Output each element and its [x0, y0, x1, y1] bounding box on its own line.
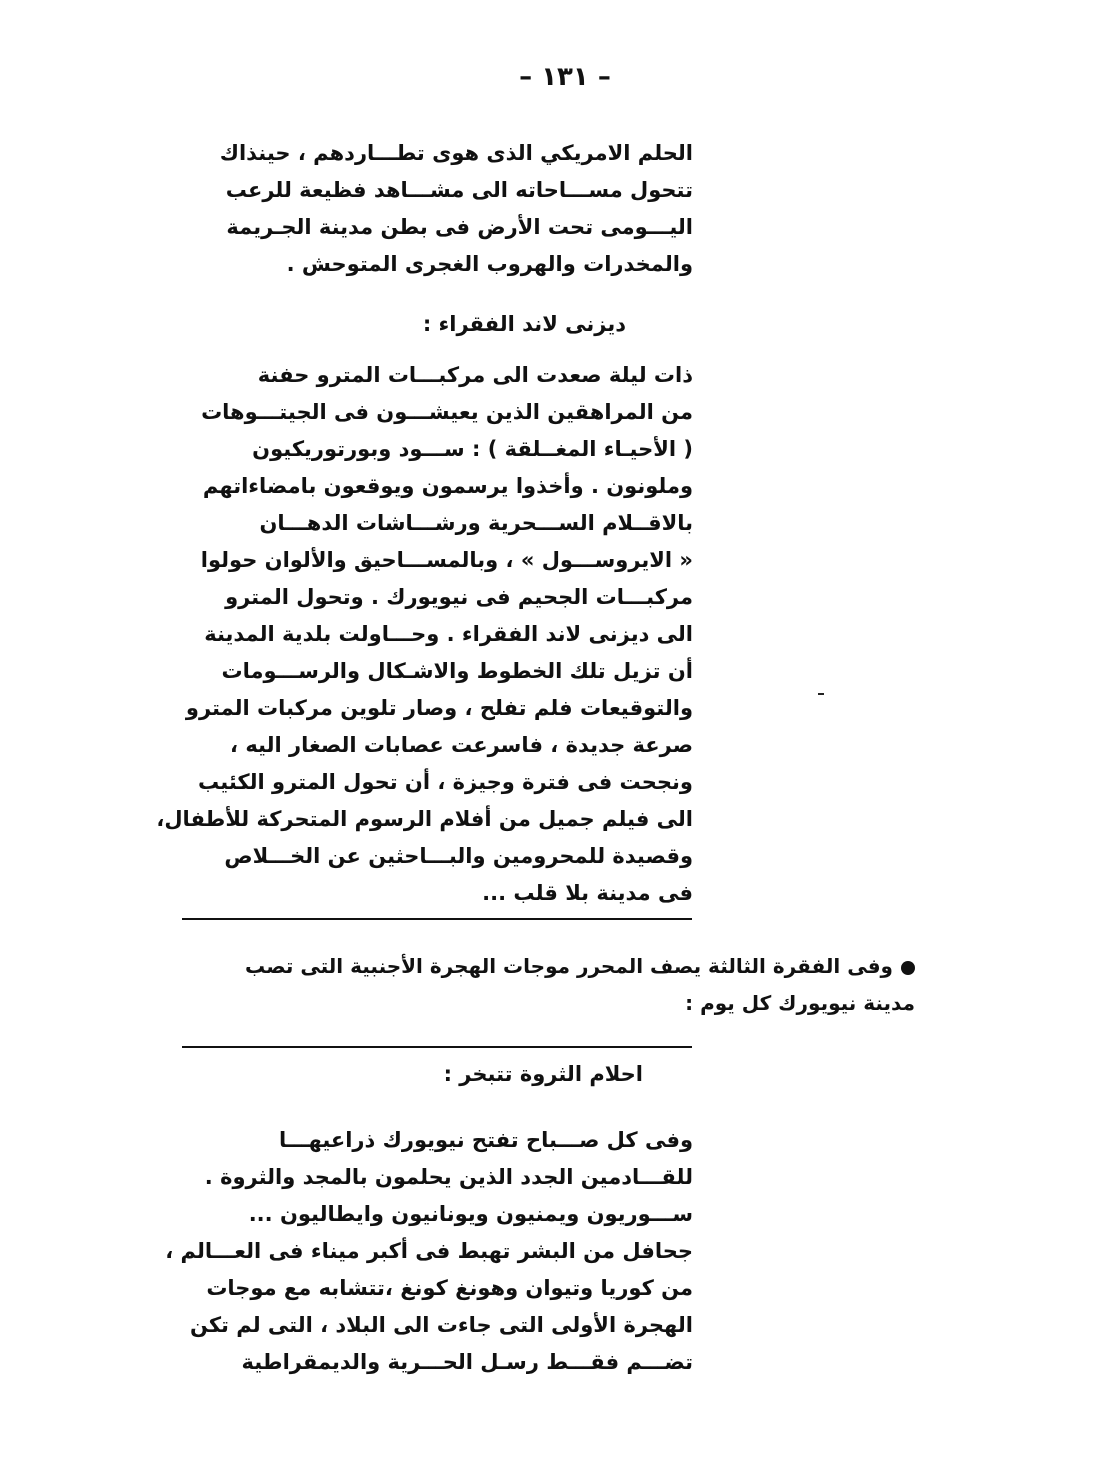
text-line: وفى كل صـــباح تفتح نيويورك ذراعيهـــا: [279, 1128, 693, 1152]
text-line: وقصيدة للمحرومين والبـــاحثين عن الخـــلاص: [224, 844, 693, 868]
section-heading-wealth: احلام الثروة تتبخر :: [443, 1062, 643, 1086]
bullet-icon: [901, 961, 915, 975]
text-line: الى فيلم جميل من أفلام الرسوم المتحركة للأطفال،: [156, 807, 693, 831]
text-line: الى ديزنى لاند الفقراء . وحـــاولت بلدية المدينة: [204, 622, 693, 646]
text-line: وملونون . وأخذوا يرسمون ويوقعون بامضاءاتهم: [202, 474, 693, 498]
divider-top: [182, 918, 692, 920]
divider-bottom: [182, 1046, 692, 1048]
text-line: جحافل من البشر تهبط فى أكبر ميناء فى العـــالم ،: [165, 1239, 693, 1263]
text-line: [180, 948, 915, 985]
note-line: وفى الفقرة الثالثة يصف المحرر موجات الهجرة الأجنبية التى تصب: [245, 954, 893, 978]
text-line: مركبـــات الجحيم فى نيويورك . وتحول المترو: [225, 585, 693, 609]
text-line: ونجحت فى فترة وجيزة ، أن تحول المترو الكئيب: [198, 770, 693, 794]
stray-mark: [818, 693, 824, 695]
text-line: « الايروســـول » ، وبالمســـاحيق والألوان حولوا: [200, 548, 693, 572]
text-line: ذات ليلة صعدت الى مركبـــات المترو حفنة: [257, 363, 693, 387]
text-line: من كوريا وتيوان وهونغ كونغ ،تتشابه مع موجات: [206, 1276, 693, 1300]
text-line: من المراهقين الذين يعيشـــون فى الجيتـــوهات: [201, 400, 693, 424]
text-line: تتحول مســـاحاته الى مشـــاهد فظيعة للرعب: [225, 178, 693, 202]
text-line: تضـــم فقـــط رسـل الحـــرية والديمقراطية: [241, 1350, 693, 1374]
text-line: اليـــومى تحت الأرض فى بطن مدينة الجـريمة: [226, 215, 693, 239]
text-line: مدينة نيويورك كل يوم :: [685, 991, 915, 1015]
intro-paragraph: [178, 135, 693, 283]
text-line: والمخدرات والهروب الغجرى المتوحش .: [286, 252, 693, 276]
text-line: للقـــادمين الجدد الذين يحلمون بالمجد والثروة .: [204, 1165, 693, 1189]
text-line: ( الأحيـاء المغــلقة ) : ســـود وبورتوريكيون: [252, 437, 693, 461]
text-line: أن تزيل تلك الخطوط والاشـكال والرســـومات: [221, 659, 693, 683]
text-line: الحلم الامريكي الذى هوى تطـــاردهم ، حينذاك: [219, 141, 693, 165]
editor-note: [180, 948, 915, 1022]
page-number: – ١٣١ –: [519, 62, 611, 92]
section-body-wealth: [165, 1122, 693, 1381]
text-line: بالاقــلام الســـحرية ورشـــاشات الدهـــان: [259, 511, 693, 535]
text-line: والتوقيعات فلم تفلح ، وصار تلوين مركبات المترو: [185, 696, 693, 720]
text-line: فى مدينة بلا قلب ...: [482, 881, 693, 905]
section-heading-disneyland: ديزنى لاند الفقراء :: [422, 312, 626, 336]
text-line: ســـوريون ويمنيون ويونانيون وايطاليون ...: [248, 1202, 693, 1226]
section-body-disneyland: [156, 357, 693, 912]
text-line: صرعة جديدة ، فاسرعت عصابات الصغار اليه ،: [230, 733, 693, 757]
text-line: الهجرة الأولى التى جاءت الى البلاد ، التى لم تكن: [189, 1313, 693, 1337]
